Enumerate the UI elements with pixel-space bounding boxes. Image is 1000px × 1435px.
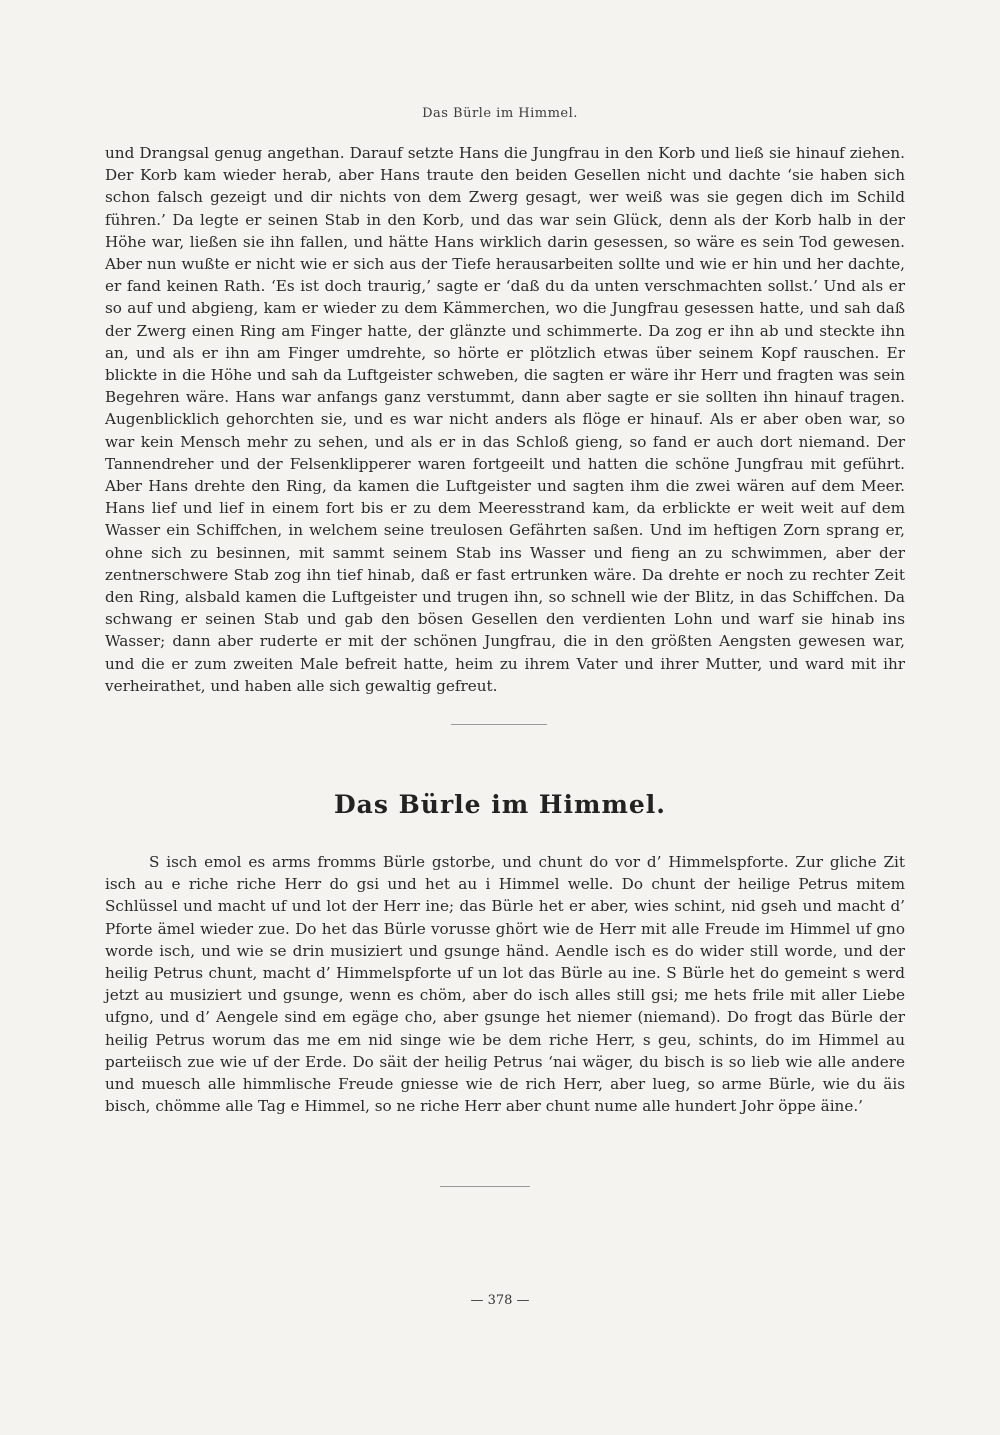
page-number: — 378 — [470, 1293, 530, 1308]
section-divider [451, 724, 547, 725]
previous-tale-ending [105, 142, 905, 697]
running-head: Das Bürle im Himmel. [422, 106, 578, 121]
tale-body [105, 851, 905, 1117]
end-divider [440, 1186, 530, 1187]
body-paragraph: und Drangsal genug angethan. Darauf setzte Hans die Jungfrau in den Korb und ließ sie hinauf ziehen. Der Korb kam wieder herab, aber Hans traute den beiden Gesellen nicht und dachte ‘sie haben sich schon falsch gezeigt und dir nichts von dem Zwerg gesagt, wer weiß was sie gegen dich im Schild führen.’ Da legte er seinen Stab in den Korb, und das war sein Glück, denn als der Korb halb in der Höhe war, ließen sie ihn fallen, und hätte Hans wirklich darin gesessen, so wäre es sein Tod gewesen. Aber nun wußte er nicht wie er sich aus der Tiefe herausarbeiten sollte und wie er hin und her dachte, er fand keinen Rath. ‘Es ist doch traurig,’ sagte er ‘daß du da unten verschmachten sollst.’ Und als er so auf und abgieng, kam er wieder zu dem Kämmerchen, wo die Jungfrau gesessen hatte, und sah daß der Zwerg einen Ring am Finger hatte, der glänzte und schimmerte. Da zog er ihn ab und steckte ihn an, und als er ihn am Finger umdrehte, so hörte er plötzlich etwas über seinem Kopf rauschen. Er blickte in die Höhe und sah da Luftgeister schweben, die sagten er wäre ihr Herr und fragten was sein Begehren wäre. Hans war anfangs ganz verstummt, dann aber sagte er sie sollten ihn hinauf tragen. Augenblicklich gehorchten sie, und es war nicht anders als flöge er hinauf. Als er aber oben war, so war kein Mensch mehr zu sehen, und als er in das Schloß gieng, so fand er auch dort niemand. Der Tannendreher und der Felsenklipperer waren fortgeeilt und hatten die schöne Jungfrau mit geführt. Aber Hans drehte den Ring, da kamen die Luftgeister und sagten ihm die zwei wären auf dem Meer. Hans lief und lief in einem fort bis er zu dem Meeresstrand kam, da erblickte er weit weit auf dem Wasser ein Schiffchen, in welchem seine treulosen Gefährten saßen. Und im heftigen Zorn sprang er, ohne sich zu besinnen, mit sammt seinem Stab ins Wasser und fieng an zu schwimmen, aber der zentnerschwere Stab zog ihn tief hinab, daß er fast ertrunken wäre. Da drehte er noch zu rechter Zeit den Ring, alsbald kamen die Luftgeister und trugen ihn, so schnell wie der Blitz, in das Schiffchen. Da schwang er seinen Stab und gab den bösen Gesellen den verdienten Lohn und warf sie hinab ins Wasser; dann aber ruderte er mit der schönen Jungfrau, die in den größten Aengsten gewesen war, und die er zum zweiten Male befreit hatte, heim zu ihrem Vater und ihrer Mutter, und ward mit ihr verheirathet, und haben alle sich gewaltig gefreut. [105, 144, 905, 695]
body-paragraph: S isch emol es arms fromms Bürle gstorbe, und chunt do vor d’ Himmelspforte. Zur gliche Zit isch au e riche riche Herr do gsi und het au i Himmel welle. Do chunt der heilige Petrus mitem Schlüssel und macht uf und lot der Herr ine; das Bürle het er aber, wies schint, nid gseh und macht d’ Pforte ämel wieder zue. Do het das Bürle vorusse ghört wie de Herr mit alle Freude im Himmel uf gno worde isch, und wie se drin musiziert und gsunge händ. Aendle isch es do wider still worde, und der heilig Petrus chunt, macht d’ Himmelspforte uf un lot das Bürle au ine. S Bürle het do gemeint s werd jetzt au musiziert und gsunge, wenn es chöm, aber do isch alles still gsi; me hets frile mit aller Liebe ufgno, und d’ Aengele sind em egäge cho, aber gsunge het niemer (niemand). Do frogt das Bürle der heilig Petrus worum das me em nid singe wie be dem riche Herr, s geu, schints, do im Himmel au parteiisch zue wie uf der Erde. Do säit der heilig Petrus ‘nai wäger, du bisch is so lieb wie alle andere und muesch alle himmlische Freude gniesse wie de rich Herr, aber lueg, so arme Bürle, wie du äis bisch, chömme alle Tag e Himmel, so ne riche Herr aber chunt nume alle hundert Johr öppe äine.’ [105, 853, 905, 1116]
tale-title: Das Bürle im Himmel. [333, 790, 667, 819]
